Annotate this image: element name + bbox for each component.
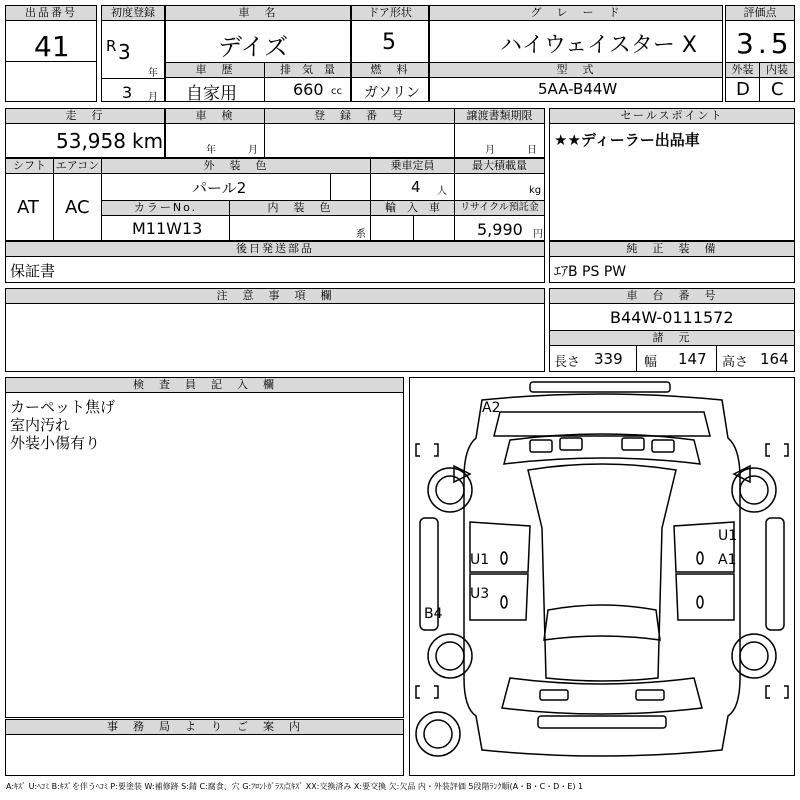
chassis-number: B44W-0111572 — [610, 308, 734, 327]
notes-label: 注 意 事 項 欄 — [5, 288, 545, 304]
inspector-line: カーペット焦げ — [10, 398, 116, 416]
height-value: 164 — [760, 350, 789, 368]
mileage-section — [5, 108, 165, 158]
model-value: 5AA-B44W — [538, 80, 618, 98]
exterior-grade: D — [736, 79, 750, 100]
width-value: 147 — [678, 350, 707, 368]
score-value: 3.5 — [736, 27, 793, 60]
inspector-line: 室内汚れ — [10, 416, 71, 434]
lot-number: 41 — [34, 30, 70, 63]
transfer-deadline-section — [454, 108, 545, 158]
era-label: R — [106, 37, 117, 55]
recycle-value: 5,990 — [477, 220, 523, 239]
fuel-section — [351, 62, 429, 102]
door-label: ドア形状 — [351, 5, 429, 21]
fuel-value: ガソリン — [364, 85, 420, 101]
inspection-month-unit: 月 — [248, 145, 258, 156]
inspection-label: 車 検 — [165, 108, 265, 124]
recycle-label: リサイクル預託金 — [454, 200, 545, 216]
seats-section — [370, 158, 455, 201]
damage-mark: U3 — [470, 586, 490, 602]
shift-section — [5, 158, 54, 241]
interior-color-unit: 系 — [356, 229, 366, 240]
color-value: パール2 — [192, 179, 247, 197]
height-label: 高さ — [722, 355, 749, 370]
lot-section — [5, 5, 97, 102]
registration-number-section — [264, 108, 455, 158]
later-parts-value: 保証書 — [10, 262, 56, 280]
first-reg-label: 初度登録 — [101, 5, 165, 21]
model-section — [429, 62, 723, 102]
office-section — [5, 719, 404, 776]
displacement-unit: cc — [331, 86, 342, 97]
name-label: 車 名 — [165, 5, 351, 21]
genuine-equipment-section — [549, 241, 795, 283]
registration-number-label: 登 録 番 号 — [264, 108, 455, 124]
later-parts-label: 後日発送部品 — [5, 241, 545, 257]
office-label: 事 務 局 よ り ご 案 内 — [5, 719, 404, 735]
ac-value: AC — [65, 197, 90, 218]
damage-legend: A:ｷｽﾞ U:ﾍｺﾐ B:ｷｽﾞを伴うﾍｺﾐ P:要塗装 W:補修跡 S:錆 C:腐食、穴 G:ﾌﾛﾝﾄｶﾞﾗｽ点ｷｽﾞ XX:交換済み X:要交換 欠:欠品 内・外装評価 5段階ﾗﾝｸ順(A・B・C・D・E) 1 — [6, 782, 584, 791]
grade-label: グ レ ー ド — [429, 5, 723, 21]
mileage-unit: km — [132, 129, 164, 153]
length-value: 339 — [594, 350, 623, 368]
inspector-line: 外装小傷有り — [10, 434, 101, 452]
grade-value: ハイウェイスター X — [500, 33, 697, 58]
load-label: 最大積載量 — [454, 158, 545, 174]
interior-label: 内装 — [759, 62, 795, 78]
reg-year: 3 — [118, 40, 131, 64]
ac-label: エアコン — [53, 158, 102, 174]
vehicle-diagram — [409, 377, 795, 776]
damage-mark: A1 — [718, 552, 737, 568]
color-no-label: カラーNo. — [101, 200, 230, 216]
sales-point-label: セールスポイント — [549, 108, 795, 124]
notes-section — [5, 288, 545, 372]
car-name: デイズ — [218, 33, 289, 61]
damage-mark: U1 — [470, 552, 490, 568]
name-section — [165, 5, 351, 63]
history-section — [165, 62, 265, 102]
model-label: 型 式 — [429, 62, 723, 78]
shift-value: AT — [17, 197, 39, 218]
chassis-section — [549, 288, 795, 372]
seats-label: 乗車定員 — [370, 158, 455, 174]
length-label: 長さ — [554, 355, 581, 370]
interior-grade: C — [771, 79, 784, 100]
damage-mark: U1 — [718, 528, 738, 544]
mileage-label: 走 行 — [5, 108, 165, 124]
exterior-label: 外装 — [725, 62, 760, 78]
genuine-equipment-label: 純 正 装 備 — [549, 241, 795, 257]
lot-label: 出品番号 — [5, 5, 97, 21]
transfer-day-unit: 日 — [527, 145, 537, 156]
recycle-unit: 円 — [533, 229, 543, 240]
color-no-section — [101, 200, 230, 241]
month-unit: 月 — [148, 92, 158, 103]
import-label: 輸 入 車 — [370, 200, 455, 216]
reg-month: 3 — [122, 83, 133, 102]
color-no-value: M11W13 — [132, 219, 203, 238]
door-section — [351, 5, 429, 63]
import-section — [370, 200, 455, 241]
seats-value: 4 — [411, 178, 421, 196]
grade-section — [429, 5, 723, 63]
car-outline-diagram — [410, 378, 794, 775]
damage-mark: B4 — [424, 606, 443, 622]
later-parts-section — [5, 241, 545, 283]
score-label: 評価点 — [725, 5, 795, 21]
interior-color-section — [229, 200, 371, 241]
displacement-label: 排 気 量 — [264, 62, 351, 78]
history-label: 車 歴 — [165, 62, 265, 78]
width-label: 幅 — [644, 355, 658, 370]
transfer-month-unit: 月 — [485, 145, 495, 156]
mileage-value: 53,958 — [56, 129, 126, 153]
color-section — [101, 158, 371, 201]
year-unit: 年 — [148, 68, 158, 79]
inspection-year-unit: 年 — [206, 145, 216, 156]
inspection-section — [165, 108, 265, 158]
sales-point-text: ★★ディーラー出品車 — [554, 131, 700, 149]
recycle-section — [454, 200, 545, 241]
chassis-label: 車 台 番 号 — [549, 288, 795, 304]
history-value: 自家用 — [186, 84, 237, 104]
load-unit: kg — [529, 185, 542, 196]
first-registration — [101, 5, 165, 102]
load-section — [454, 158, 545, 201]
displacement-value: 660 — [293, 80, 324, 99]
damage-mark: A2 — [482, 400, 501, 416]
interior-color-label: 内 装 色 — [229, 200, 371, 216]
genuine-equipment-value: ｴｱB PS PW — [554, 264, 627, 280]
displacement-section — [264, 62, 351, 102]
score-section — [725, 5, 795, 102]
fuel-label: 燃 料 — [351, 62, 429, 78]
ac-section — [53, 158, 102, 241]
transfer-deadline-label: 譲渡書類期限 — [454, 108, 545, 124]
seats-unit: 人 — [437, 186, 447, 197]
shift-label: シフト — [5, 158, 54, 174]
inspector-label: 検 査 員 記 入 欄 — [5, 377, 404, 393]
door-count: 5 — [382, 30, 396, 55]
color-label: 外 装 色 — [101, 158, 371, 174]
specs-label: 諸 元 — [549, 330, 795, 346]
inspector-section — [5, 377, 404, 718]
sales-point-section — [549, 108, 795, 241]
